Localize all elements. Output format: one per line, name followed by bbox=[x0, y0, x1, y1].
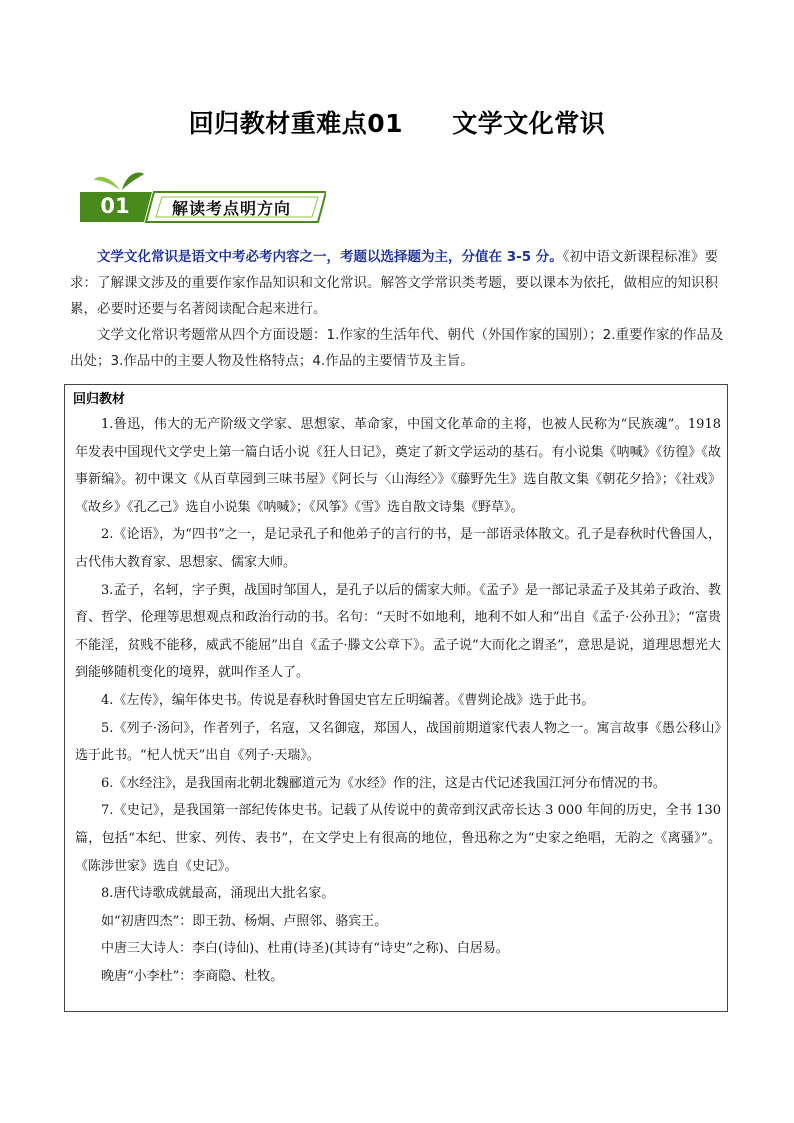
list-item: 4.《左传》，编年体史书。传说是春秋时鲁国史官左丘明编著。《曹刿论战》选于此书。 bbox=[101, 692, 595, 708]
list-item: 8.唐代诗歌成就最高，涌现出大批名家。 bbox=[101, 886, 335, 902]
list-item: 中唐三大诗人：李白(诗仙)、杜甫(诗圣)(其诗有“诗史”之称)、白居易。 bbox=[101, 941, 509, 957]
intro-section bbox=[70, 244, 724, 374]
intro-paragraph-1 bbox=[70, 244, 724, 322]
badge-number: 01 bbox=[100, 194, 130, 218]
list-item: 晚唐“小李杜”：李商隐、杜牧。 bbox=[101, 968, 284, 984]
page-title bbox=[0, 104, 794, 140]
textbook-review-box bbox=[64, 384, 728, 1012]
leaf-icon-2 bbox=[122, 173, 144, 190]
list-item: 2.《论语》，为“四书”之一，是记录孔子和他弟子的言行的书，是一部语录体散文。孔子是春秋时代鲁国人，古代伟大教育家、思想家、儒家大师。 bbox=[75, 527, 721, 570]
leaf-icon bbox=[94, 177, 120, 190]
list-item: 5.《列子·汤问》，作者列子，名寇，又名御寇，郑国人，战国前期道家代表人物之一。寓言故事《愚公移山》选于此书。“杞人忧天”出自《列子·天瑞》。 bbox=[75, 720, 721, 764]
badge-label: 解读考点明方向 bbox=[172, 199, 292, 218]
list-item: 7.《史记》，是我国第一部纪传体史书。记载了从传说中的黄帝到汉武帝长达 3 000 年间的历史，全书 130 篇，包括“本纪、世家、列传、表书”，在文学史上有很高的地位，鲁迅称之为“史家之绝唱，无韵之《离骚》”。《陈涉世家》选自《史记》。 bbox=[75, 803, 721, 874]
list-item: 3.孟子，名轲，字子舆，战国时邹国人，是孔子以后的儒家大师。《孟子》是一部记录孟子及其弟子政治、教育、哲学、伦理等思想观点和政治行动的书。名句：“天时不如地利，地利不如人和”出自《孟子·公孙丑》；“富贵不能淫，贫贱不能移，威武不能屈”出自《孟子·滕文公章下》。孟子说“大而化之谓圣”，意思是说，道理思想光大到能够随机变化的境界，就叫作圣人了。 bbox=[75, 582, 721, 681]
list-item: 如“初唐四杰”：即王勃、杨炯、卢照邻、骆宾王。 bbox=[101, 913, 388, 929]
list-item: 6.《水经注》，是我国南北朝北魏郦道元为《水经》作的注，这是古代记述我国江河分布情况的书。 bbox=[101, 775, 666, 791]
section-badge bbox=[80, 170, 326, 224]
intro-paragraph-2: 文学文化常识考题常从四个方面设题：1.作家的生活年代、朝代（外国作家的国别）；2.重要作家的作品及出处；3.作品中的主要人物及性格特点；4.作品的主要情节及主旨。 bbox=[70, 327, 724, 369]
title-part-1: 回归教材重难点01 bbox=[188, 109, 404, 138]
box-heading: 回归教材 bbox=[73, 392, 126, 407]
intro-highlight: 文学文化常识是语文中考必考内容之一，考题以选择题为主，分值在 3-5 分。 bbox=[97, 249, 563, 265]
title-part-2: 文学文化常识 bbox=[452, 109, 606, 138]
list-item: 1.鲁迅，伟大的无产阶级文学家、思想家、革命家，中国文化革命的主将，也被人民称为“民族魂”。1918 年发表中国现代文学史上第一篇白话小说《狂人日记》，奠定了新文学运动的基石。有小说集《呐喊》《彷徨》《故事新编》。初中课文《从百草园到三味书屋》《阿长与〈山海经〉》《藤野先生》选自散文集《朝花夕拾》；《社戏》《故乡》《孔乙己》选自小说集《呐喊》；《风筝》《雪》选自散文诗集《野草》。 bbox=[75, 417, 721, 515]
intro-p1-rest: 《初中语文新课程标准》要求：了解课文涉及的重要作家作品知识和文化常识。解答文学常识类考题，要以课本为依托，做相应的知识积累，必要时还要与名著阅读配合起来进行。 bbox=[70, 249, 719, 317]
box-body bbox=[75, 411, 721, 990]
